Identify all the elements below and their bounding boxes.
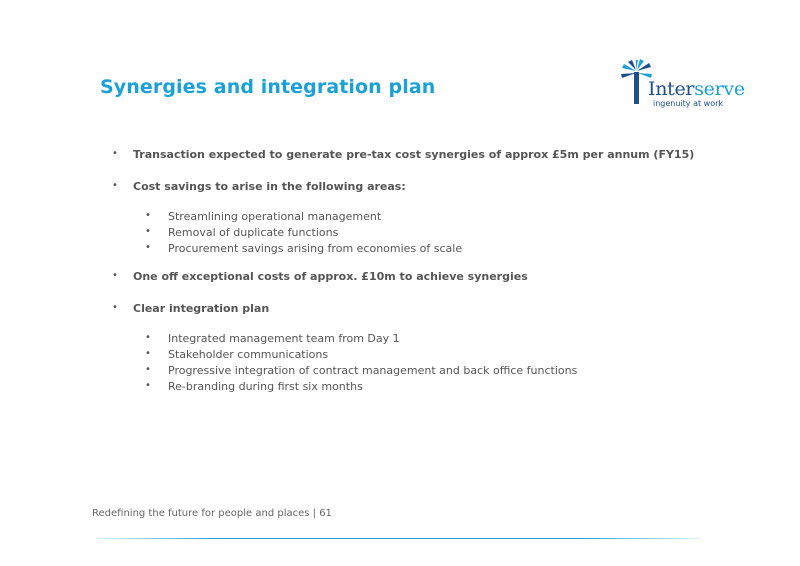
bullet-icon: • (145, 242, 151, 253)
bullet-icon: • (112, 270, 118, 281)
list-item-text: Cost savings to arise in the following areas: (133, 180, 406, 193)
bullet-icon: • (112, 148, 118, 159)
sub-list-item-text: Procurement savings arising from economies of scale (168, 242, 463, 255)
company-logo (612, 58, 745, 118)
footer-caption: Redefining the future for people and places | 61 (92, 508, 332, 519)
bullet-icon: • (145, 210, 151, 221)
list-item-text: Clear integration plan (133, 302, 270, 315)
sub-list-item-text: Re-branding during first six months (168, 380, 363, 393)
bullet-icon: • (145, 226, 151, 237)
sub-list-item-text: Stakeholder communications (168, 348, 329, 361)
list-item-text: Transaction expected to generate pre-tax cost synergies of approx £5m per annum (FY15) (133, 148, 695, 161)
sub-list-item-text: Streamlining operational management (168, 210, 382, 223)
sub-list-item-text: Removal of duplicate functions (168, 226, 339, 239)
footer-divider (96, 538, 700, 539)
slide-title: Synergies and integration plan (100, 76, 436, 98)
bullet-icon: • (145, 348, 151, 359)
bullet-icon: • (112, 302, 118, 313)
logo-tagline: ingenuity at work (653, 99, 724, 108)
sub-list-item-text: Integrated management team from Day 1 (168, 332, 400, 345)
bullet-icon: • (145, 364, 151, 375)
bullet-icon: • (112, 180, 118, 191)
bullet-icon: • (145, 332, 151, 343)
sub-list-item-text: Progressive integration of contract management and back office functions (168, 364, 578, 377)
list-item-text: One off exceptional costs of approx. £10m to achieve synergies (133, 270, 528, 283)
logo-wordmark: Interserve (648, 78, 745, 100)
bullet-icon: • (145, 380, 151, 391)
